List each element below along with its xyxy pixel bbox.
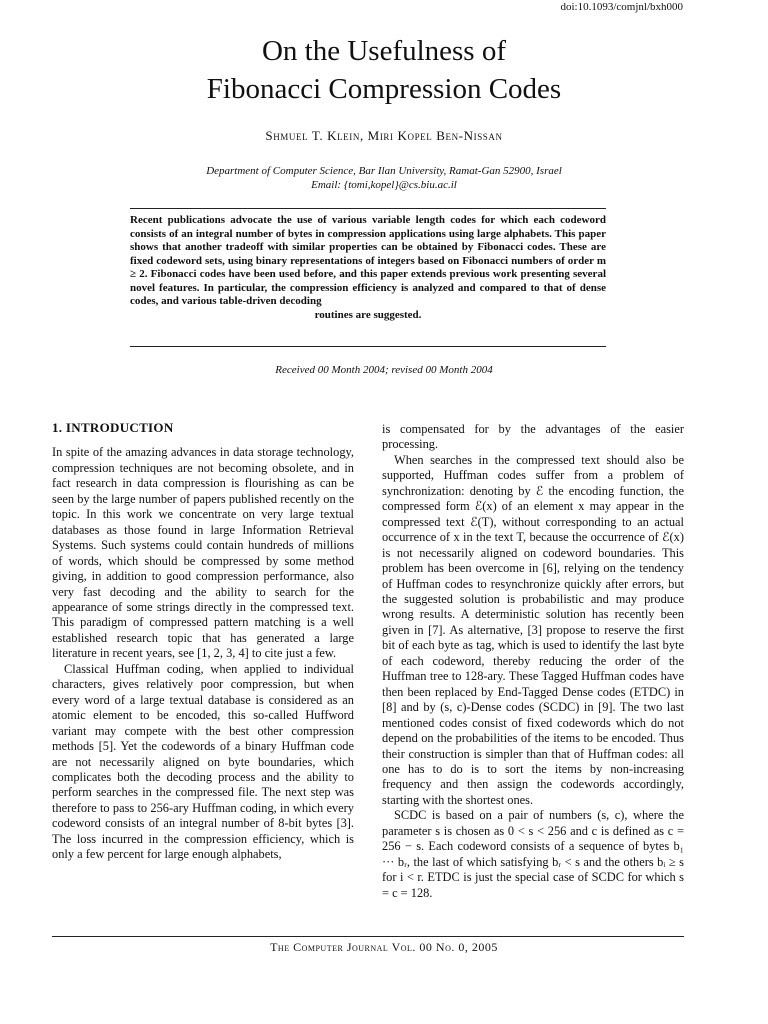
abstract-bottom-rule bbox=[130, 346, 606, 347]
received-dates: Received 00 Month 2004; revised 00 Month 2004 bbox=[275, 364, 493, 376]
paragraph-1: In spite of the amazing advances in data storage technology, compression techniques are not becoming obsolete, and in fact research in data compression is flourishing as can be seen by the large number of papers published recently on the topic. In this work we concentrate on very large textual databases as those found in large Information Retrieval Systems. Such systems could contain hundreds of millions of words, which should be compressed by some method giving, in addition to good compression performance, also very fast decoding and the ability to search for the appearance of some strings directly in the compressed text. This paradigm of compressed pattern matching is a well established research topic that has generated a large literature in recent years, see [1, 2, 3, 4] to cite just a few. bbox=[52, 445, 354, 661]
paragraph-3: is compensated for by the advantages of the easier processing. bbox=[382, 422, 684, 452]
abstract bbox=[130, 214, 606, 322]
abstract-last-line: routines are suggested. bbox=[314, 308, 422, 321]
abstract-body: Recent publications advocate the use of various variable length codes for which each codeword consists of an integral number of bytes in compression applications using large alphabets. This paper shows that another tradeoff with similar properties can be obtained by Fibonacci codes. These are fixed codeword sets, using binary representations of integers based on Fibonacci numbers of order m ≥ 2. Fibonacci codes have been used before, and this paper extends previous work presenting several novel features. In particular, the compression efficiency is analyzed and compared to that of dense codes, and various table-driven decoding bbox=[130, 214, 606, 307]
affiliation bbox=[0, 164, 768, 192]
title-line-2: Fibonacci Compression Codes bbox=[206, 73, 562, 105]
paragraph-2: Classical Huffman coding, when applied to individual characters, gives relatively poor compression, but when every word of a large textual database is considered as an atomic element to be encoded, this so-called Huffword variant may compete with the best other compression methods [5]. Yet the codewords of a binary Huffman code are not necessarily aligned on byte boundaries, which complicates both the decoding process and the ability to perform searches in the compressed file. The next step was therefore to pass to 256-ary Huffman coding, in which every codeword consists of an integral number of 8-bit bytes [3]. The loss incurred in the compression efficiency, which is only a few percent for large enough alphabets, bbox=[52, 661, 354, 862]
journal-footer: The Computer Journal Vol. 00 No. 0, 2005 bbox=[270, 940, 498, 954]
affiliation-line-1: Department of Computer Science, Bar Ilan University, Ramat-Gan 52900, Israel bbox=[206, 165, 562, 177]
section-heading: 1. INTRODUCTION bbox=[52, 420, 174, 435]
paper-title bbox=[0, 32, 768, 108]
title-line-1: On the Usefulness of bbox=[261, 35, 507, 67]
paragraph-5: SCDC is based on a pair of numbers (s, c), where the parameter s is chosen as 0 < s < 256 and c is defined as c = 256 − s. Each codeword consists of a sequence of bytes b₁ ··· bᵣ, the last of which satisfying bᵣ < s and the others bᵢ ≥ s for i < r. ETDC is just the special case of SCDC for which s = c = 128. bbox=[382, 808, 684, 900]
footer-rule bbox=[52, 936, 684, 937]
author-list: Shmuel T. Klein, Miri Kopel Ben-Nissan bbox=[265, 128, 503, 143]
affiliation-email: Email: {tomi,kopel}@cs.biu.ac.il bbox=[311, 179, 457, 191]
paragraph-4: When searches in the compressed text should also be supported, Huffman codes suffer from a problem of synchronization: denoting by ℰ the encoding function, the compressed form ℰ(x) of an element x may appear in the compressed text ℰ(T), without corresponding to an actual occurrence of x in the text T, because the occurrence of ℰ(x) is not necessarily aligned on codeword boundaries. This problem has been overcome in [6], relying on the tendency of Huffman codes to resynchronize quickly after errors, but the suggested solution is probabilistic and may produce wrong results. A deterministic solution has recently been given in [7]. As alternative, [3] propose to reserve the first bit of each byte as tag, which is used to identify the last byte of each codeword, thereby reducing the order of the Huffman tree to 128-ary. These Tagged Huffman codes have then been replaced by End-Tagged Dense codes (ETDC) in [8] and by (s, c)-Dense codes (SCDC) in [9]. The two last mentioned codes consist of fixed codewords which do not depend on the probabilities of the items to be encoded. Thus their construction is simpler than that of Huffman codes: all one has to do is to sort the items by non-increasing frequency and then assign the codewords accordingly, starting with the shortest ones. bbox=[382, 452, 684, 807]
doi-label: doi:10.1093/comjnl/bxh000 bbox=[560, 1, 683, 13]
right-column bbox=[382, 422, 684, 901]
abstract-top-rule bbox=[130, 208, 606, 209]
left-column bbox=[52, 420, 354, 863]
